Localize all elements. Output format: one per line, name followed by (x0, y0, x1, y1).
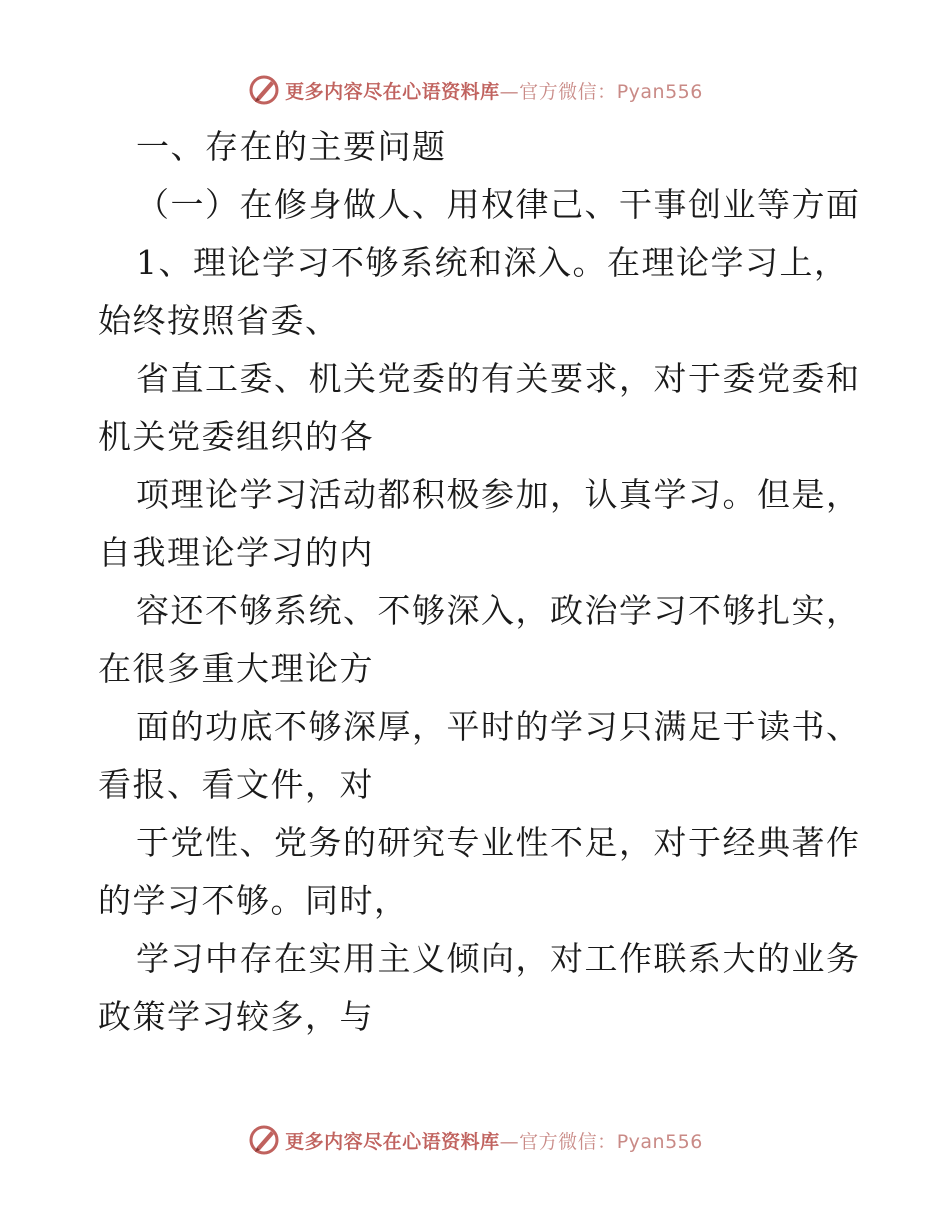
paragraph-line: 在很多重大理论方 (98, 649, 374, 688)
paragraph-line: 的学习不够。同时， (98, 881, 409, 920)
watermark-title: 更多内容尽在心语资料库 (285, 80, 500, 103)
section-heading: 一、存在的主要问题 (136, 127, 447, 166)
paragraph-line: 项理论学习活动都积极参加，认真学习。但是， (136, 475, 861, 514)
paragraph-line: 学习中存在实用主义倾向，对工作联系大的业务 (136, 939, 861, 978)
paragraph-line: 始终按照省委、 (98, 301, 340, 340)
pen-logo-icon (247, 73, 281, 107)
watermark-account: Pyan556 (616, 80, 703, 103)
watermark-account: Pyan556 (616, 1130, 703, 1153)
watermark-suffix: 官方微信： (519, 80, 617, 103)
footer-watermark (0, 1120, 950, 1160)
paragraph-line: 机关党委组织的各 (98, 417, 374, 456)
paragraph-line: 看报、看文件，对 (98, 765, 374, 804)
paragraph-line: 面的功底不够深厚，平时的学习只满足于读书、 (136, 707, 861, 746)
watermark-text (285, 1127, 703, 1154)
paragraph-line: 省直工委、机关党委的有关要求，对于委党委和 (136, 359, 861, 398)
paragraph-line: 容还不够系统、不够深入，政治学习不够扎实， (136, 591, 861, 630)
paragraph-line: 政策学习较多，与 (98, 997, 374, 1036)
paragraph-line: 1、理论学习不够系统和深入。在理论学习上， (136, 243, 849, 282)
pen-logo-icon (247, 1123, 281, 1157)
header-watermark (0, 70, 950, 110)
watermark-title: 更多内容尽在心语资料库 (285, 1130, 500, 1153)
watermark-text (285, 77, 703, 104)
subsection-heading: （一）在修身做人、用权律己、干事创业等方面 (136, 185, 861, 224)
paragraph-line: 自我理论学习的内 (98, 533, 374, 572)
watermark-dash: — (499, 80, 520, 103)
watermark-suffix: 官方微信： (519, 1130, 617, 1153)
watermark-dash: — (499, 1130, 520, 1153)
paragraph-line: 于党性、党务的研究专业性不足，对于经典著作 (136, 823, 861, 862)
document-body (98, 118, 861, 1046)
